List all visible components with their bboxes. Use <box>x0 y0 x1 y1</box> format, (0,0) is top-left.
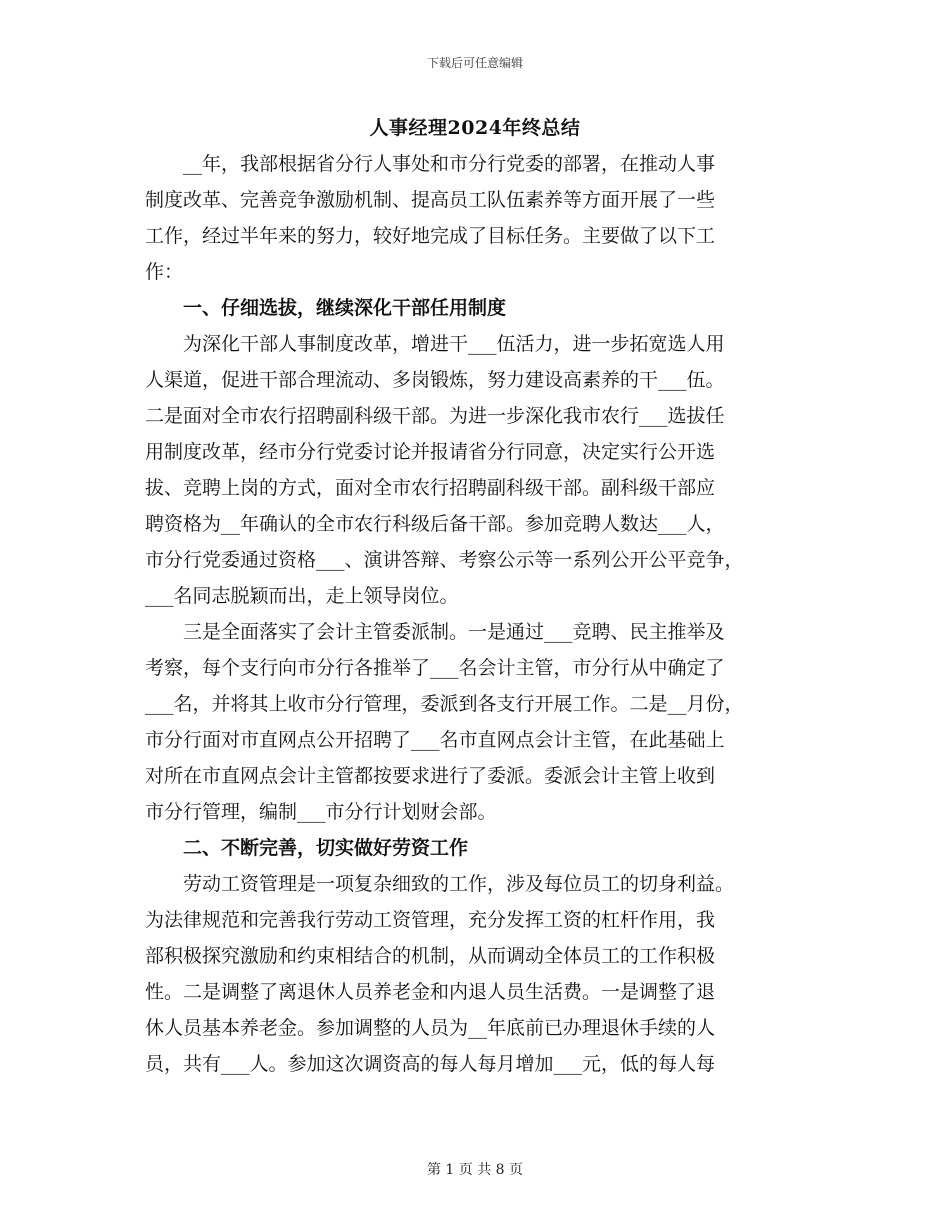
paragraph-line: 人渠道，促进干部合理流动、多岗锻炼，努力建设高素养的干___伍。 <box>145 369 725 391</box>
paragraph-line: 对所在市直网点会计主管都按要求进行了委派。委派会计主管上收到 <box>145 765 716 787</box>
paragraph-line: 三是全面落实了会计主管委派制。一是通过___竞聘、民主推举及 <box>145 621 725 643</box>
paragraph-line: 制度改革、完善竞争激励机制、提高员工队伍素养等方面开展了一些 <box>145 189 716 211</box>
section-heading-2: 二、不断完善，切实做好劳资工作 <box>183 837 469 859</box>
page-footer: 第 1 页 共 8 页 <box>426 1162 524 1178</box>
page-header: 下载后可任意编辑 <box>426 56 523 70</box>
document-body <box>145 146 815 1082</box>
paragraph-line: 为深化干部人事制度改革，增进干___伍活力，进一步拓宽选人用 <box>145 333 725 355</box>
paragraph-line: 工作，经过半年来的努力，较好地完成了目标任务。主要做了以下工 <box>145 225 716 247</box>
paragraph-line: 为法律规范和完善我行劳动工资管理，充分发挥工资的杠杆作用，我 <box>145 909 716 931</box>
paragraph-line: ___名同志脱颖而出，走上领导岗位。 <box>145 585 459 607</box>
document-title: 人事经理2024年终总结 <box>369 117 581 139</box>
paragraph-line: ___名，并将其上收市分行管理，委派到各支行开展工作。二是__月份， <box>145 693 744 715</box>
paragraph-line: 部积极探究激励和约束相结合的机制，从而调动全体员工的工作积极 <box>145 945 716 967</box>
paragraph-line: 市分行管理，编制___市分行计划财会部。 <box>145 801 497 823</box>
section-heading-1: 一、仔细选拔，继续深化干部任用制度 <box>183 297 507 319</box>
paragraph-line: 用制度改革，经市分行党委讨论并报请省分行同意，决定实行公开选 <box>145 441 716 463</box>
paragraph-line: 员，共有___人。参加这次调资高的每人每月增加___元，低的每人每 <box>145 1053 716 1075</box>
paragraph-line: 性。二是调整了离退休人员养老金和内退人员生活费。一是调整了退 <box>145 981 716 1003</box>
paragraph-line: 市分行面对市直网点公开招聘了___名市直网点会计主管，在此基础上 <box>145 729 725 751</box>
paragraph-line: 作： <box>145 261 184 283</box>
paragraph-line: 拔、竞聘上岗的方式，面对全市农行招聘副科级干部。副科级干部应 <box>145 477 716 499</box>
paragraph-line: 聘资格为__年确认的全市农行科级后备干部。参加竞聘人数达___人， <box>145 513 725 535</box>
paragraph-line: 劳动工资管理是一项复杂细致的工作，涉及每位员工的切身利益。 <box>145 873 735 895</box>
paragraph-line: 休人员基本养老金。参加调整的人员为__年底前已办理退休手续的人 <box>145 1017 716 1039</box>
paragraph-line: 考察，每个支行向市分行各推举了___名会计主管，市分行从中确定了 <box>145 657 725 679</box>
paragraph-line: 市分行党委通过资格___、演讲答辩、考察公示等一系列公开公平竞争， <box>145 549 744 571</box>
paragraph-line: 二是面对全市农行招聘副科级干部。为进一步深化我市农行___选拔任 <box>145 405 725 427</box>
paragraph-line: __年，我部根据省分行人事处和市分行党委的部署，在推动人事 <box>145 153 716 175</box>
